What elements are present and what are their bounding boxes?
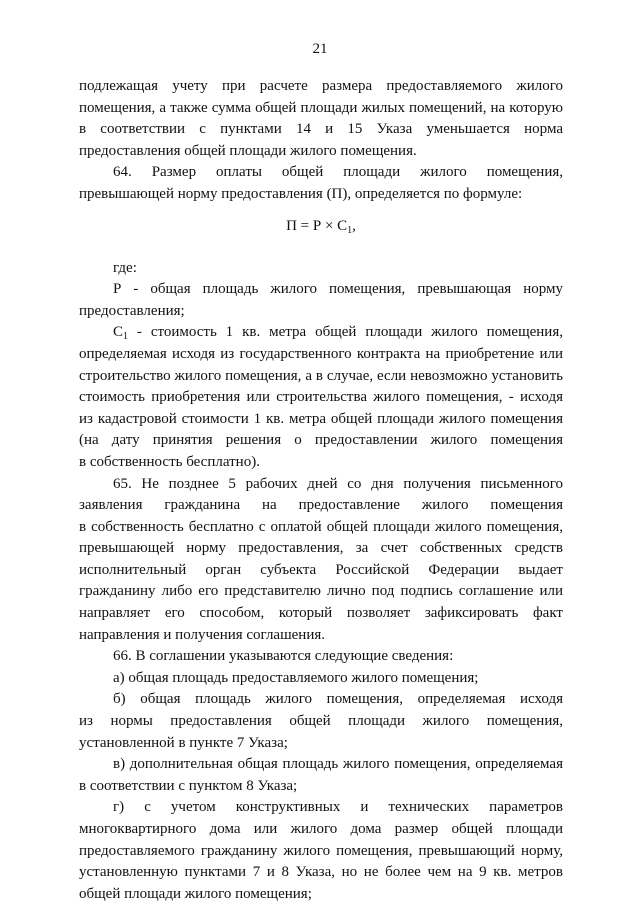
line-text: 64. Размер оплаты общей площади жилого помещения, [113,164,563,181]
text-line [79,581,563,603]
formula-punctuation: , [352,217,356,234]
line-text: гражданину либо его представителю лично под подпись соглашение или [79,583,563,600]
document-body [79,76,563,905]
text-line [79,689,563,711]
subscript: 1 [123,331,129,343]
page-number: 21 [312,41,328,57]
line-text: б) общая площадь жилого помещения, определяемая исходя [113,691,563,708]
line-text: 66. В соглашении указываются следующие сведения: [113,648,454,665]
line-text-rest: - стоимость 1 кв. метра общей площади жилого помещения, [128,324,563,341]
text-line [79,162,563,184]
text-line [79,301,563,323]
text-line [79,603,563,625]
text-line [79,495,563,517]
text-line [79,560,563,582]
text-line [79,754,563,776]
text-line [79,733,563,755]
line-text: из кадастровой стоимости 1 кв. метра общей площади жилого помещения [79,410,563,427]
line-text: из нормы предоставления общей площади жилого помещения, [79,713,563,730]
line-text: предоставления; [79,302,185,319]
line-text: С [113,324,124,341]
text-line [79,452,563,474]
line-text: в соответствии с пунктом 8 Указа; [79,777,298,794]
text-line [79,184,563,206]
line-text: определяемая исходя из государственного контракта на приобретение или [79,345,563,362]
line-text: предоставления общей площади жилого помещения. [79,142,417,159]
text-line [79,98,563,120]
line-text: стоимость приобретения или строительства жилого помещения, - исходя [79,389,563,406]
text-line [79,258,563,280]
line-text: многоквартирного дома или жилого дома размер общей площади [79,821,563,837]
text-line [79,797,563,819]
text-line [79,474,563,496]
text-line [79,119,563,141]
line-text: помещения, а также сумма общей площади жилых помещений, на которую [79,99,563,116]
text-line [79,366,563,388]
line-text: в) дополнительная общая площадь жилого помещения, определяемая [113,756,563,773]
text-line [79,841,563,863]
line-text: Р - общая площадь жилого помещения, превышающая норму [113,281,563,298]
line-text: а) общая площадь предоставляемого жилого помещения; [113,669,479,686]
line-text: подлежащая учету при расчете размера предоставляемого жилого [79,78,563,94]
text-line [79,279,563,301]
line-text: предоставляемого гражданину жилого помещения, превышающий норму, [79,842,563,859]
text-line [79,668,563,690]
text-line [79,76,563,98]
text-line [79,819,563,841]
line-text: превышающей норму предоставления, за счет собственных средств [79,540,563,557]
line-text: направления и получения соглашения. [79,626,326,643]
line-text: в собственность бесплатно с оплатой общей площади жилого помещения, [79,518,563,535]
text-line [79,344,563,366]
text-line [79,776,563,798]
text-line [79,387,563,409]
line-text: в соответствии с пунктами 14 и 15 Указа уменьшается норма [79,121,563,138]
text-line [79,430,563,452]
formula-text: П = Р × С [286,217,348,234]
text-line [79,646,563,668]
formula [79,215,563,238]
text-line [79,409,563,431]
line-text: общей площади жилого помещения; [79,885,312,902]
text-line [79,322,563,344]
text-line [79,884,563,905]
text-line [79,141,563,163]
text-line [79,862,563,884]
line-text: исполнительный орган субъекта Российской Федерации выдает [79,561,563,578]
line-text: где: [113,259,137,276]
line-text: установленной в пункте 7 Указа; [79,734,288,751]
text-line [79,538,563,560]
line-text: строительство жилого помещения, а в случае, если невозможно установить [79,367,563,384]
line-text: (на дату принятия решения о предоставлении жилого помещения [79,432,563,449]
line-text: в собственность бесплатно). [79,453,260,470]
line-text: г) с учетом конструктивных и технических параметров [113,799,563,816]
line-text: заявления гражданина на предоставление жилого помещения [79,497,563,514]
formula-subscript: 1 [347,224,353,236]
text-line [79,517,563,539]
text-line [79,625,563,647]
line-text: установленную пунктами 7 и 8 Указа, но не более чем на 9 кв. метров [79,864,563,881]
line-text: 65. Не позднее 5 рабочих дней со дня получения письменного [113,475,563,492]
line-text: превышающей норму предоставления (П), определяется по формуле: [79,185,523,202]
text-line [79,711,563,733]
line-text: направляет его способом, который позволяет зафиксировать факт [79,605,563,622]
